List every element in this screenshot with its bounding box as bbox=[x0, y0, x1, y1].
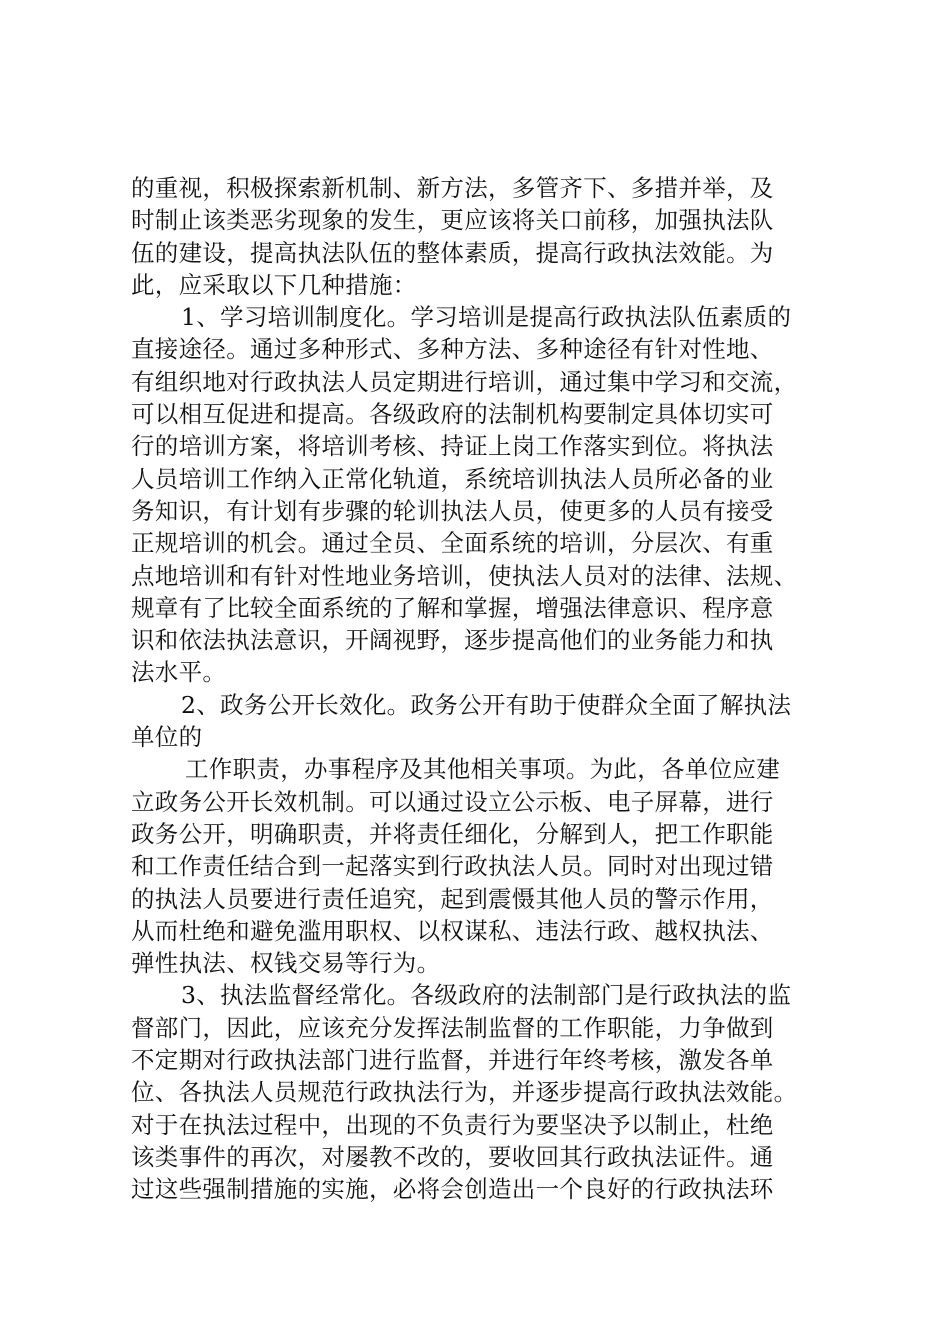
text-line: 弹性执法、权钱交易等行为。 bbox=[131, 949, 441, 978]
text-line: 务知识，有计划有步骤的轮训执法人员，使更多的人员有接受 bbox=[131, 496, 774, 525]
text-line: 有组织地对行政执法人员定期进行培训，通过集中学习和交流， bbox=[131, 367, 798, 396]
text-line: 单位的 bbox=[131, 723, 203, 752]
text-line: 此，应采取以下几种措施： bbox=[131, 270, 417, 299]
text-line: 的重视，积极探索新机制、新方法，多管齐下、多措并举，及 bbox=[131, 174, 774, 202]
text-line: 该类事件的再次，对屡教不改的，要收回其行政执法证件。通 bbox=[131, 1142, 774, 1171]
text-line: 的执法人员要进行责任追究，起到震慑其他人员的警示作用， bbox=[131, 884, 774, 913]
text-line: 和工作责任结合到一起落实到行政执法人员。同时对出现过错 bbox=[131, 852, 774, 881]
body-text bbox=[131, 172, 861, 1206]
text-line: 法水平。 bbox=[131, 658, 227, 687]
text-line: 对于在执法过程中，出现的不负责行为要坚决予以制止，杜绝 bbox=[131, 1110, 774, 1139]
text-line: 不定期对行政执法部门进行监督，并进行年终考核，激发各单 bbox=[131, 1046, 774, 1075]
text-line: 人员培训工作纳入正常化轨道，系统培训执法人员所必备的业 bbox=[131, 464, 774, 493]
text-line: 伍的建设，提高执法队伍的整体素质，提高行政执法效能。为 bbox=[131, 238, 774, 267]
text-line: 规章有了比较全面系统的了解和掌握，增强法律意识、程序意 bbox=[131, 593, 774, 622]
text-line: 工作职责，办事程序及其他相关事项。为此，各单位应建 bbox=[185, 755, 780, 784]
text-line: 正规培训的机会。通过全员、全面系统的培训，分层次、有重 bbox=[131, 529, 774, 558]
text-line: 可以相互促进和提高。各级政府的法制机构要制定具体切实可 bbox=[131, 400, 774, 429]
text-line: 政务公开，明确职责，并将责任细化，分解到人，把工作职能 bbox=[131, 819, 774, 848]
text-line: 1、学习培训制度化。学习培训是提高行政执法队伍素质的 bbox=[181, 303, 792, 332]
text-line: 识和依法执法意识，开阔视野，逐步提高他们的业务能力和执 bbox=[131, 626, 774, 655]
text-line: 从而杜绝和避免滥用职权、以权谋私、违法行政、越权执法、 bbox=[131, 916, 774, 945]
text-line: 点地培训和有针对性地业务培训，使执法人员对的法律、法规、 bbox=[131, 561, 798, 590]
text-line: 2、政务公开长效化。政务公开有助于使群众全面了解执法 bbox=[181, 690, 792, 719]
text-line: 过这些强制措施的实施，必将会创造出一个良好的行政执法环 bbox=[131, 1175, 774, 1204]
text-line: 3、执法监督经常化。各级政府的法制部门是行政执法的监 bbox=[181, 981, 792, 1010]
text-line: 督部门，因此，应该充分发挥法制监督的工作职能，力争做到 bbox=[131, 1013, 774, 1042]
text-line: 立政务公开长效机制。可以通过设立公示板、电子屏幕，进行 bbox=[131, 787, 774, 816]
text-line: 时制止该类恶劣现象的发生，更应该将关口前移，加强执法队 bbox=[131, 206, 774, 235]
text-line: 位、各执法人员规范行政执法行为，并逐步提高行政执法效能。 bbox=[131, 1078, 798, 1107]
text-line: 行的培训方案，将培训考核、持证上岗工作落实到位。将执法 bbox=[131, 432, 774, 461]
text-line: 直接途径。通过多种形式、多种方法、多种途径有针对性地、 bbox=[131, 335, 774, 364]
